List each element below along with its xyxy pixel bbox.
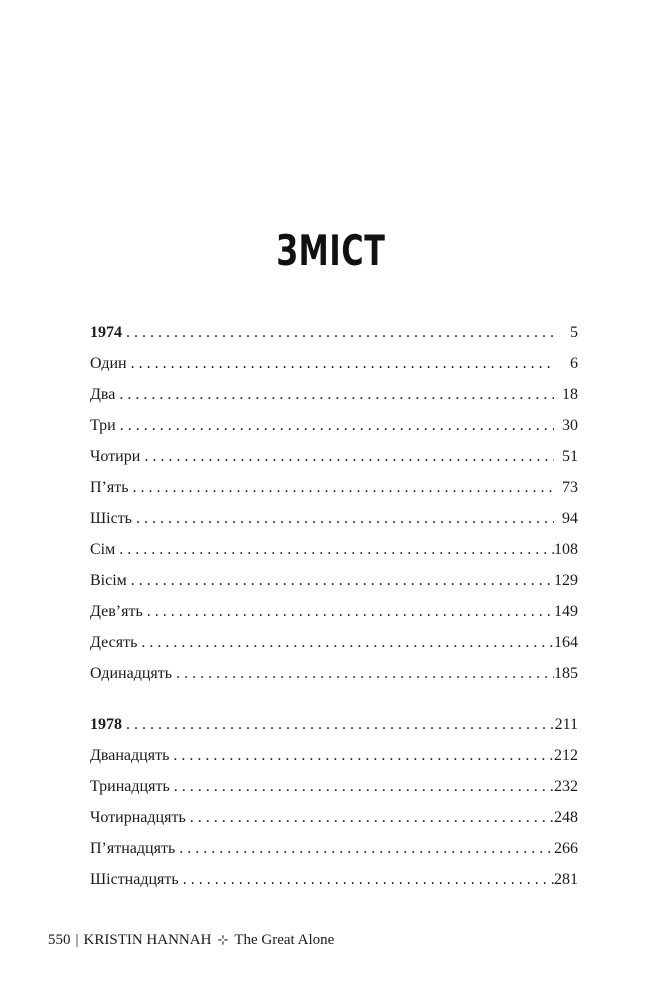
toc-entry-page: 129 <box>554 572 578 589</box>
toc-entry-label: Десять <box>90 634 138 651</box>
toc-entry-label: Один <box>90 355 127 372</box>
toc-dot-leader <box>115 540 554 560</box>
toc-entry <box>90 478 578 509</box>
toc-dot-leader <box>170 777 554 797</box>
toc-entry-page: 30 <box>562 417 578 434</box>
toc-entry-page: 108 <box>554 541 578 558</box>
toc-entry-page: 51 <box>562 448 578 465</box>
toc-dot-leader <box>172 664 554 684</box>
toc-dot-leader <box>179 870 554 890</box>
toc-entry-label: 1974 <box>90 324 122 341</box>
toc-dot-leader <box>122 715 554 735</box>
toc-entry <box>90 715 578 746</box>
toc-dot-leader <box>115 385 554 405</box>
toc-entry-page: 18 <box>562 386 578 403</box>
toc-entry <box>90 323 578 354</box>
toc-dot-leader <box>116 416 554 436</box>
toc-dot-leader <box>137 633 554 653</box>
toc-entry-label: Два <box>90 386 116 403</box>
toc-dot-leader <box>132 509 554 529</box>
toc-entry-label: Дванадцять <box>90 747 170 764</box>
toc-entry-page: 164 <box>554 634 578 651</box>
toc-entry <box>90 839 578 870</box>
toc-entry-page: 266 <box>554 840 578 857</box>
toc-entry-page: 248 <box>554 809 578 826</box>
toc-entry <box>90 540 578 571</box>
toc-dot-leader <box>143 602 554 622</box>
toc-entry-label: Три <box>90 417 116 434</box>
toc-entry-label: Одинадцять <box>90 665 173 682</box>
toc-entry-page: 212 <box>554 747 578 764</box>
toc-section-1974 <box>90 323 578 695</box>
toc-entry <box>90 416 578 447</box>
toc-section-1978 <box>90 715 578 901</box>
toc-entry <box>90 633 578 664</box>
toc-entry-label: Сім <box>90 541 116 558</box>
footer-ornament-icon: ⊹ <box>217 932 229 947</box>
toc-entry-page: 281 <box>554 871 578 888</box>
toc-entry-page: 232 <box>554 778 578 795</box>
toc-dot-leader <box>175 839 554 859</box>
toc-entry-page: 5 <box>570 324 578 341</box>
toc-entry-label: Дев’ять <box>90 603 143 620</box>
page-title: ЗМІСТ <box>276 226 386 275</box>
toc-dot-leader <box>169 746 554 766</box>
toc-entry <box>90 571 578 602</box>
toc-entry-page: 185 <box>554 665 578 682</box>
toc-entry <box>90 664 578 695</box>
toc-entry <box>90 746 578 777</box>
toc-entry-label: 1978 <box>90 716 122 733</box>
toc-entry-page: 94 <box>562 510 578 527</box>
toc-dot-leader <box>127 571 554 591</box>
toc-entry <box>90 602 578 633</box>
toc-entry-label: Шість <box>90 510 132 527</box>
toc-entry-label: П’ять <box>90 479 129 496</box>
toc-entry-label: Чотири <box>90 448 141 465</box>
toc-entry <box>90 808 578 839</box>
footer-book-title: The Great Alone <box>234 932 335 948</box>
toc-dot-leader <box>129 478 554 498</box>
toc-entry <box>90 777 578 808</box>
toc-dot-leader <box>127 354 554 374</box>
toc-entry <box>90 385 578 416</box>
footer-separator: | <box>75 932 79 948</box>
toc-entry <box>90 447 578 478</box>
page-footer <box>48 932 334 949</box>
footer-author: KRISTIN HANNAH <box>83 932 212 948</box>
toc-entry-page: 149 <box>554 603 578 620</box>
toc-entry-label: Тринадцять <box>90 778 170 795</box>
footer-page-number: 550 <box>48 932 71 948</box>
toc-entry <box>90 354 578 385</box>
toc-entry-label: П’ятнадцять <box>90 840 176 857</box>
toc-dot-leader <box>122 323 554 343</box>
toc-entry <box>90 509 578 540</box>
toc-entry <box>90 870 578 901</box>
toc-dot-leader <box>186 808 554 828</box>
toc-entry-page: 73 <box>562 479 578 496</box>
toc-entry-label: Шістнадцять <box>90 871 179 888</box>
toc-entry-page: 211 <box>554 716 578 733</box>
toc-entry-page: 6 <box>570 355 578 372</box>
toc-entry-label: Чотирнадцять <box>90 809 186 826</box>
toc-dot-leader <box>140 447 554 467</box>
toc-entry-label: Вісім <box>90 572 127 589</box>
